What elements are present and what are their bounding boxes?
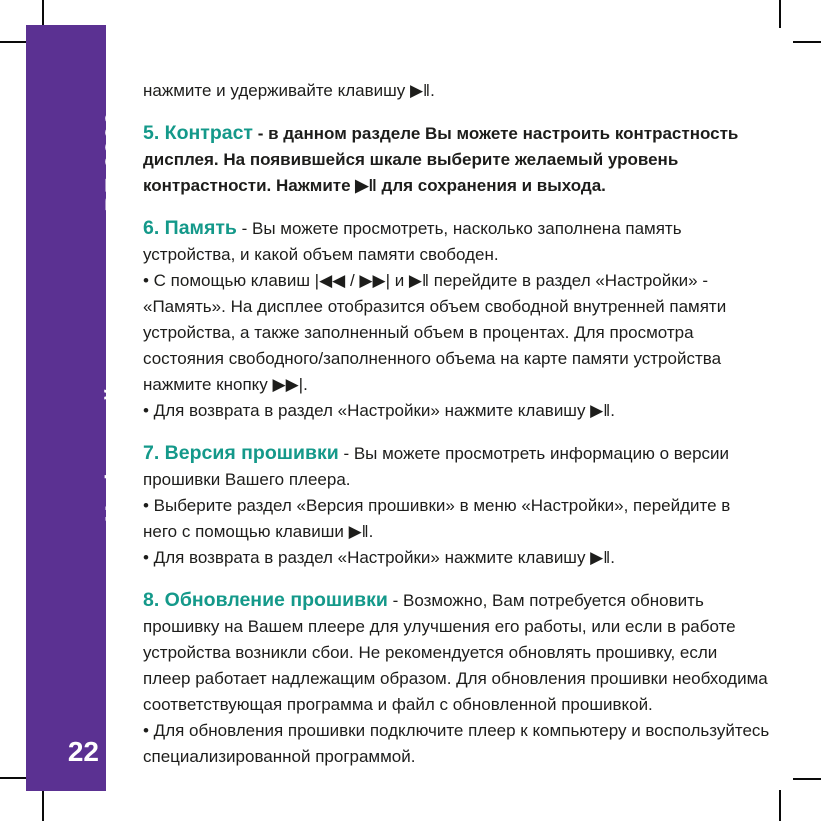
body-line: соответствующая программа и файл с обновленной прошивкой.	[143, 695, 653, 714]
crop-mark-top-right-vertical	[779, 0, 781, 28]
body-line: контрастности. Нажмите ▶‖ для сохранения и выхода.	[143, 176, 606, 195]
section-lead: - Вы можете просмотреть, насколько заполнена память	[236, 219, 682, 238]
section-firmware-version	[143, 440, 753, 571]
bullet-line: • С помощью клавиш |◀◀ / ▶▶| и ▶‖ перейдите в раздел «Настройки» -	[143, 271, 708, 290]
section-heading-line	[143, 215, 753, 242]
section-heading-line	[143, 440, 753, 467]
section-heading: 8. Обновление прошивки	[143, 589, 388, 611]
body-line: устройства, а также заполненный объем в процентах. Для просмотра	[143, 323, 694, 342]
section-memory	[143, 215, 753, 424]
section-heading: 7. Версия прошивки	[143, 442, 339, 464]
section-heading: 5. Контраст	[143, 122, 253, 144]
page-number: 22	[67, 736, 99, 767]
bullet-line: • Для возврата в раздел «Настройки» нажмите клавишу ▶‖.	[143, 401, 615, 420]
bullet-line: • Для возврата в раздел «Настройки» нажмите клавишу ▶‖.	[143, 548, 615, 567]
body-line: устройства, и какой объем памяти свободен.	[143, 245, 499, 264]
crop-mark-bottom-left-horizontal	[0, 777, 28, 779]
intro-text: нажмите и удерживайте клавишу ▶‖.	[143, 81, 435, 100]
body-line: специализированной программой.	[143, 747, 416, 766]
sidebar-title: Цифровой аудио плеер RF-3360	[101, 111, 129, 523]
section-firmware-update	[143, 587, 770, 770]
body-line: дисплея. На появившейся шкале выберите желаемый уровень	[143, 150, 679, 169]
section-heading-line	[143, 587, 753, 614]
body-line: нажмите кнопку ▶▶|.	[143, 375, 308, 394]
sidebar	[26, 25, 129, 791]
body-line: него с помощью клавиши ▶‖.	[143, 522, 374, 541]
section-heading-line	[143, 120, 753, 147]
crop-mark-bottom-right-vertical	[779, 790, 781, 821]
body-line: прошивки Вашего плеера.	[143, 470, 351, 489]
crop-mark-top-left-horizontal	[0, 41, 28, 43]
body-line: прошивку на Вашем плеере для улучшения его работы, или если в работе	[143, 617, 736, 636]
crop-mark-bottom-right-horizontal	[793, 778, 821, 780]
section-heading: 6. Память	[143, 217, 237, 239]
body-line: плеер работает надлежащим образом. Для обновления прошивки необходима	[143, 669, 768, 688]
crop-mark-top-left-vertical	[42, 0, 44, 28]
section-lead: - в данном разделе Вы можете настроить контрастность	[252, 124, 739, 143]
crop-mark-bottom-left-vertical	[42, 790, 44, 821]
bullet-line: • Для обновления прошивки подключите плеер к компьютеру и воспользуйтесь	[143, 721, 770, 740]
body-line: «Память». На дисплее отобразится объем свободной внутренней памяти	[143, 297, 727, 316]
section-contrast	[143, 120, 753, 199]
section-lead: - Возможно, Вам потребуется обновить	[387, 591, 704, 610]
body-line: устройства возникли сбои. Не рекомендуется обновлять прошивку, если	[143, 643, 718, 662]
body-line: состояния свободного/заполненного объема на карте памяти устройства	[143, 349, 722, 368]
bullet-line: • Выберите раздел «Версия прошивки» в меню «Настройки», перейдите в	[143, 496, 731, 515]
crop-mark-top-right-horizontal	[793, 41, 821, 43]
content-column	[143, 78, 770, 770]
section-lead: - Вы можете просмотреть информацию о версии	[338, 444, 730, 463]
